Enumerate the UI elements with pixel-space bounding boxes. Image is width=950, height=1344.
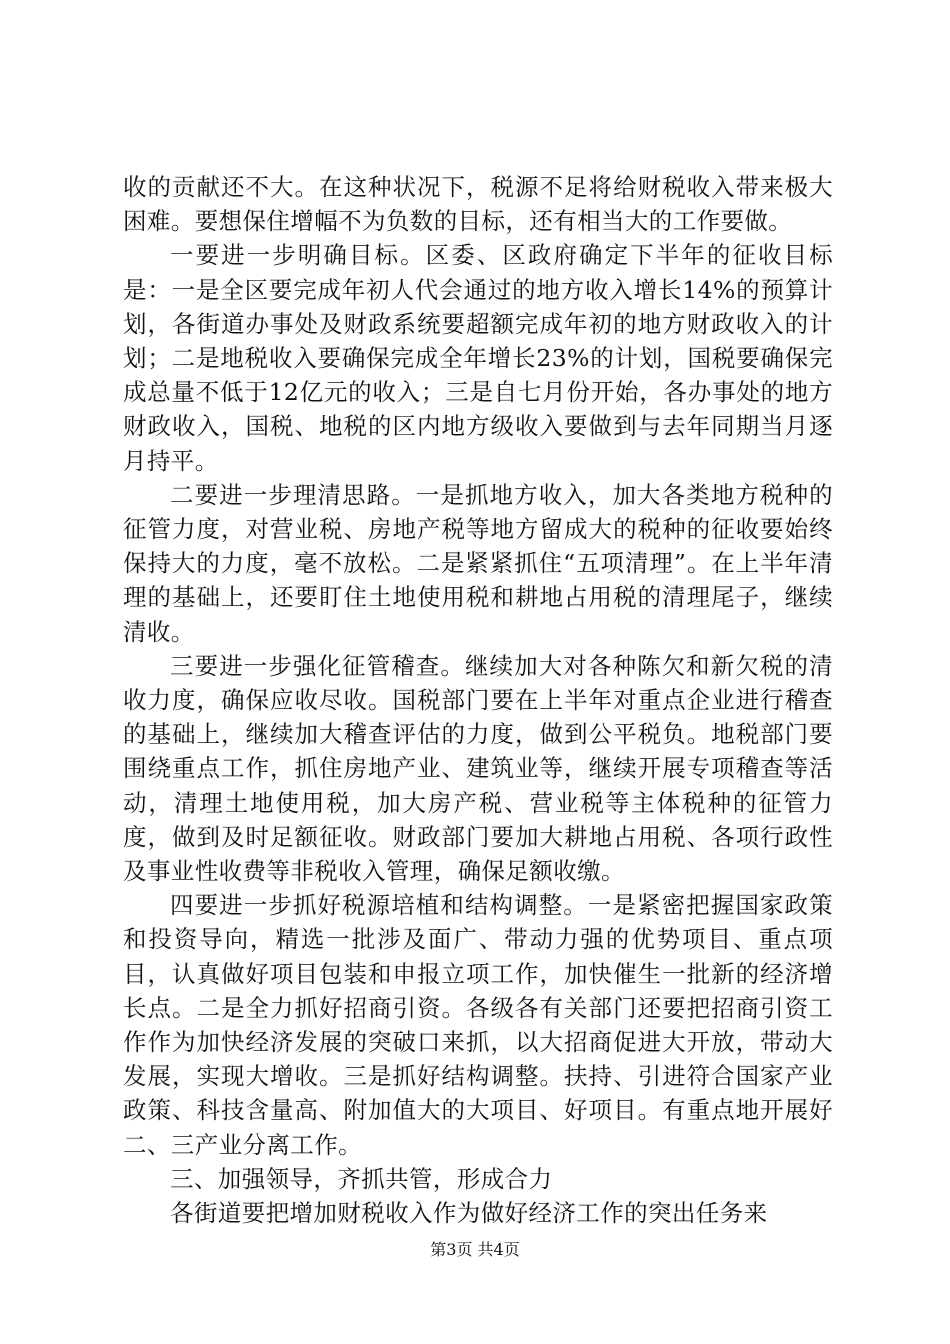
paragraph-2: 一要进一步明确目标。区委、区政府确定下半年的征收目标是：一是全区要完成年初人代会通过的地方收入增长14%的预算计划，各街道办事处及财政系统要超额完成年初的地方财政收入的计划；二是地税收入要确保完成全年增长23%的计划，国税要确保完成总量不低于12亿元的收入；三是自七月份开始，各办事处的地方财政收入，国税、地税的区内地方级收入要做到与去年同期当月逐月持平。 bbox=[123, 241, 833, 475]
paragraph-4: 三要进一步强化征管稽查。继续加大对各种陈欠和新欠税的清收力度，确保应收尽收。国税部门要在上半年对重点企业进行稽查的基础上，继续加大稽查评估的力度，做到公平税负。地税部门要围绕重点工作，抓住房地产业、建筑业等，继续开展专项稽查等活动，清理土地使用税，加大房产税、营业税等主体税种的征管力度，做到及时足额征收。财政部门要加大耕地占用税、各项行政性及事业性收费等非税收入管理，确保足额收缴。 bbox=[123, 651, 833, 886]
paragraph-1: 收的贡献还不大。在这种状况下，税源不足将给财税收入带来极大困难。要想保住增幅不为负数的目标，还有相当大的工作要做。 bbox=[123, 173, 833, 236]
section-heading: 三、加强领导，齐抓共管，形成合力 bbox=[170, 1164, 553, 1193]
paragraph-6: 各街道要把增加财税收入作为做好经济工作的突出任务来 bbox=[170, 1199, 768, 1228]
page-number-footer: 第3页 共4页 bbox=[430, 1240, 520, 1259]
paragraph-3: 二要进一步理清思路。一是抓地方收入，加大各类地方税种的征管力度，对营业税、房地产税等地方留成大的税种的征收要始终保持大的力度，毫不放松。二是紧紧抓住“五项清理”。在上半年清理的基础上，还要盯住土地使用税和耕地占用税的清理尾子，继续清收。 bbox=[123, 480, 833, 646]
paragraph-5: 四要进一步抓好税源培植和结构调整。一是紧密把握国家政策和投资导向，精选一批涉及面广、带动力强的优势项目、重点项目，认真做好项目包装和申报立项工作，加快催生一批新的经济增长点。二是全力抓好招商引资。各级各有关部门还要把招商引资工作作为加快经济发展的突破口来抓，以大招商促进大开放，带动大发展，实现大增收。三是抓好结构调整。扶持、引进符合国家产业政策、科技含量高、附加值大的大项目、好项目。有重点地开展好二、三产业分离工作。 bbox=[123, 891, 833, 1159]
document-body bbox=[123, 170, 833, 1230]
